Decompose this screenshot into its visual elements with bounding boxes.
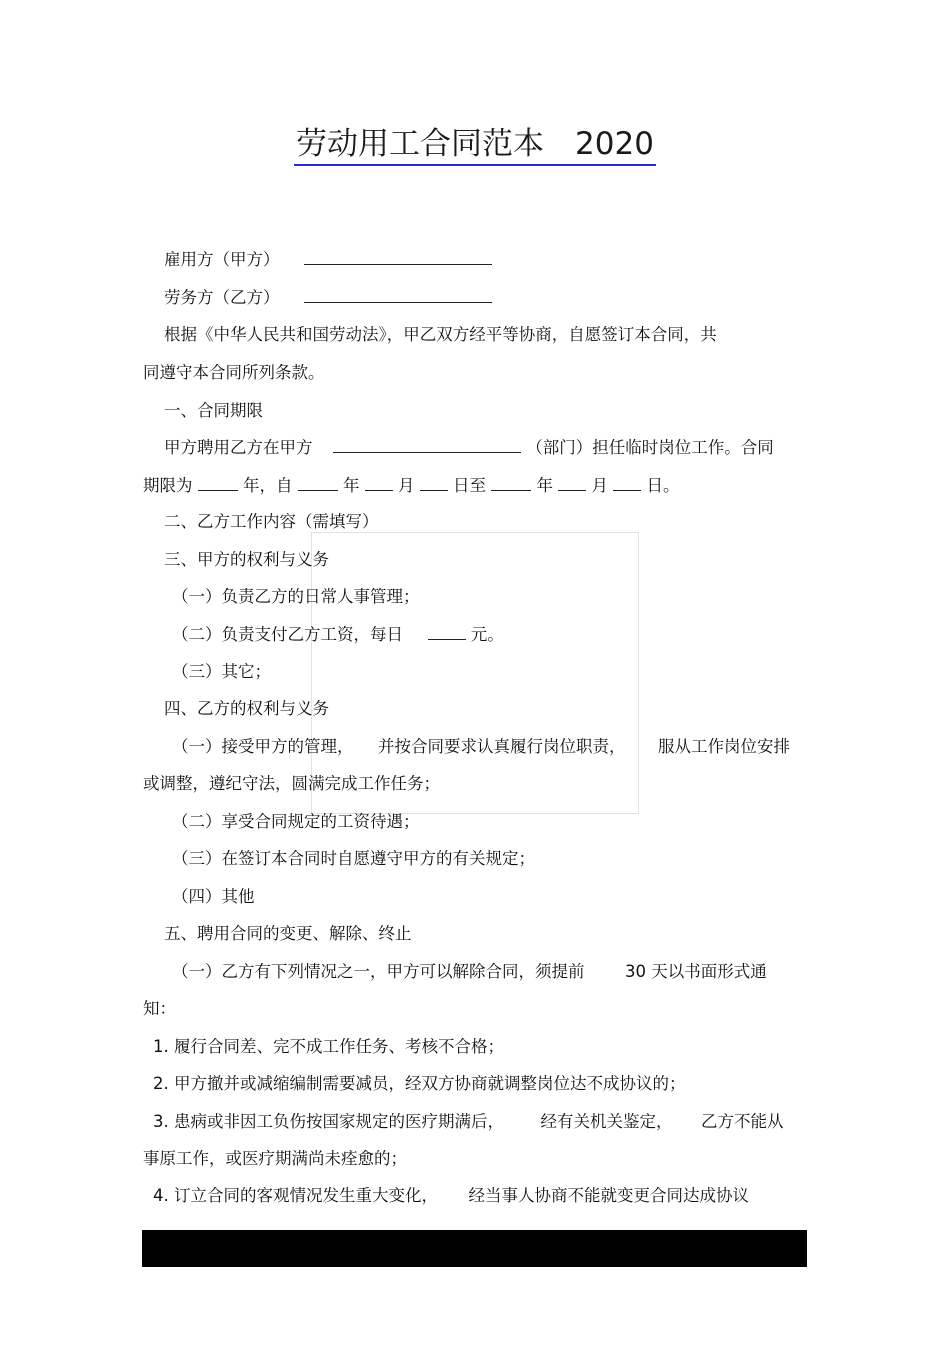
s5-text: 3. 患病或非因工负伤按国家规定的医疗期满后，: [153, 1112, 504, 1131]
start-month-blank[interactable]: [365, 474, 393, 491]
employer-label: 雇用方（甲方）: [164, 250, 280, 269]
end-day-blank[interactable]: [613, 474, 641, 491]
s3-item-1: （一）负责乙方的日常人事管理；: [172, 587, 420, 606]
intro-line-2: 同遵守本合同所列条款。: [143, 363, 325, 382]
s3-item-2-text: （二）负责支付乙方工资，每日: [172, 625, 403, 644]
s5-numbered-3-line-2: 事原工作，或医疗期满尚未痊愈的；: [143, 1149, 407, 1168]
s1-text: 月: [398, 476, 415, 495]
s5-numbered-3-line-1: [153, 1110, 784, 1134]
s4-item-4: （四）其他: [172, 887, 255, 906]
s4-item-3: （三）在签订本合同时自愿遵守甲方的有关规定；: [172, 849, 535, 868]
s5-item-1-line-2: 知：: [143, 999, 176, 1018]
department-blank[interactable]: [333, 436, 521, 453]
s1-para-line-1: [164, 436, 774, 460]
s5-text: 30 天以书面形式通: [625, 962, 767, 981]
s1-para-line-2: [143, 474, 680, 498]
s4-text: 并按合同要求认真履行岗位职责，: [378, 737, 626, 756]
employee-blank[interactable]: [304, 286, 492, 303]
s5-text: 乙方不能从: [701, 1112, 784, 1131]
s3-item-2: [172, 623, 504, 647]
s5-text: 4. 订立合同的客观情况发生重大变化，: [153, 1186, 438, 1205]
employee-label: 劳务方（乙方）: [164, 288, 280, 307]
document-title: [0, 124, 950, 166]
redaction-bar: [142, 1230, 807, 1267]
section-2-heading: 二、乙方工作内容（需填写）: [164, 512, 379, 531]
employer-blank[interactable]: [304, 248, 492, 265]
start-year-blank[interactable]: [298, 474, 338, 491]
s5-text: 经当事人协商不能就变更合同达成协议: [468, 1186, 749, 1205]
s3-item-3: （三）其它；: [172, 662, 271, 681]
s1-text: 年: [536, 476, 553, 495]
s1-text: 日。: [646, 476, 680, 495]
end-month-blank[interactable]: [558, 474, 586, 491]
s1-text: 甲方聘用乙方在甲方: [164, 438, 313, 457]
s5-item-1-line-1: [172, 960, 767, 984]
s1-text: 月: [591, 476, 608, 495]
s4-item-2: （二）享受合同规定的工资待遇；: [172, 812, 420, 831]
s1-text: 年: [343, 476, 360, 495]
s5-numbered-4: [153, 1184, 749, 1208]
s1-text: 年，自: [243, 476, 293, 495]
s1-text: 日至: [453, 476, 486, 495]
daily-wage-blank[interactable]: [428, 623, 466, 640]
s4-text: 服从工作岗位安排: [658, 737, 790, 756]
title-text: 劳动用工合同范本 2020: [294, 124, 656, 166]
intro-line-1: 根据《中华人民共和国劳动法》，甲乙双方经平等协商，自愿签订本合同，共: [164, 325, 717, 344]
s5-numbered-2: 2. 甲方撤并或减缩编制需要减员，经双方协商就调整岗位达不成协议的；: [153, 1074, 686, 1093]
s4-item-1-line-2: 或调整，遵纪守法，圆满完成工作任务；: [143, 774, 440, 793]
employer-line: [164, 248, 492, 272]
s3-item-2-unit: 元。: [470, 625, 504, 644]
section-5-heading: 五、聘用合同的变更、解除、终止: [164, 924, 412, 943]
s4-item-1-line-1: [172, 735, 790, 759]
years-blank[interactable]: [198, 474, 238, 491]
employee-line: [164, 286, 492, 310]
s1-text: 期限为: [143, 476, 193, 495]
s1-text: （部门）担任临时岗位工作。合同: [526, 438, 774, 457]
section-4-heading: 四、乙方的权利与义务: [164, 699, 329, 718]
s4-text: （一）接受甲方的管理，: [172, 737, 354, 756]
s5-text: （一）乙方有下列情况之一，甲方可以解除合同，须提前: [172, 962, 585, 981]
s5-numbered-1: 1. 履行合同差、完不成工作任务、考核不合格；: [153, 1037, 504, 1056]
s5-text: 经有关机关鉴定，: [540, 1112, 673, 1131]
section-3-heading: 三、甲方的权利与义务: [164, 550, 329, 569]
end-year-blank[interactable]: [491, 474, 531, 491]
start-day-blank[interactable]: [420, 474, 448, 491]
section-1-heading: 一、合同期限: [164, 401, 263, 420]
